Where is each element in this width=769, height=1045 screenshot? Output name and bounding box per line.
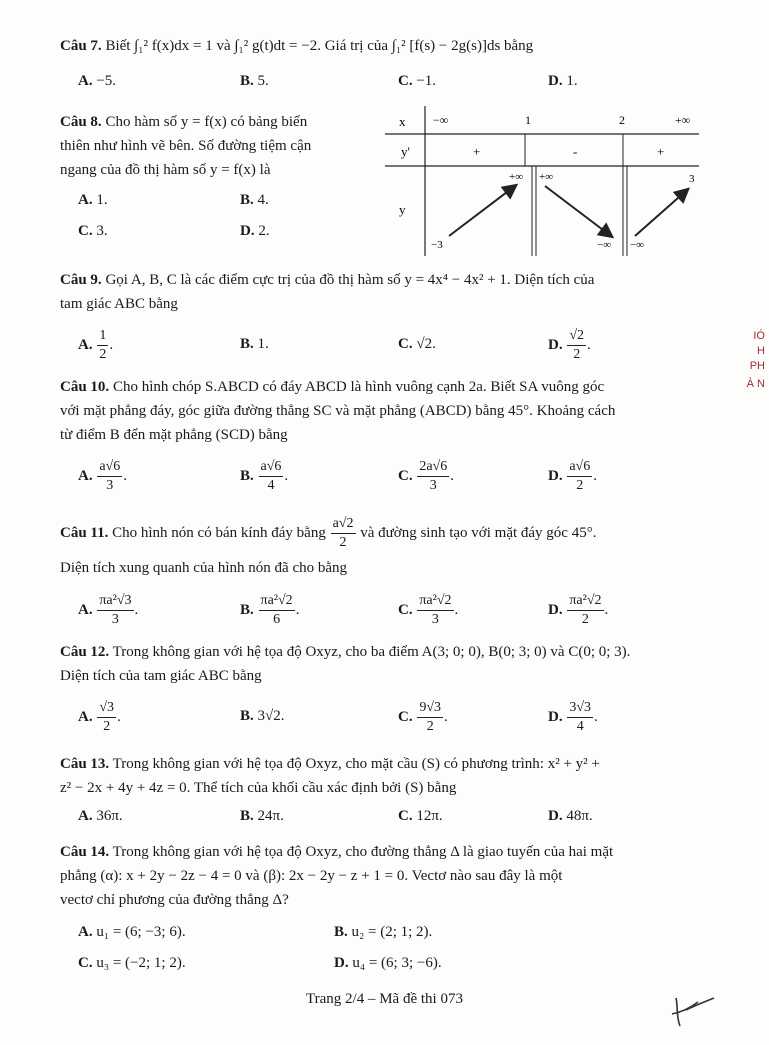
question-12-options <box>78 699 698 739</box>
question-label: Câu 13. <box>60 756 110 772</box>
x-label: x <box>399 114 406 129</box>
question-text-line: Diện tích xung quanh của hình nón đã cho bằng <box>60 560 348 576</box>
decrease-arrow <box>545 186 611 236</box>
question-14-options-row1 <box>78 924 478 952</box>
option-c[interactable]: C. $\frac{2a√6}{3}$ . <box>398 459 454 493</box>
variation-table <box>385 106 699 256</box>
option-a[interactable]: A. $\frac{√3}{2}$ . <box>78 700 121 734</box>
question-text: Trong không gian với hệ tọa độ Oxyz, cho ba điểm A(3; 0; 0), B(0; 3; 0) và C(0; 0; 3). <box>112 644 631 660</box>
question-text-line: z² − 2x + 4y + 4z = 0. Thể tích của khối cầu xác định bởi (S) bằng <box>60 780 457 796</box>
option-a[interactable]: A. u₁ = (6; −3; 6). <box>78 924 186 940</box>
edge-mark: IÓ <box>753 330 765 342</box>
y-label: y <box>399 202 406 217</box>
option-b[interactable]: B. $\frac{\text{πa²√2}}{6}$ . <box>240 593 300 627</box>
option-b[interactable]: B. $\frac{a√6}{4}$ . <box>240 459 289 493</box>
option-c[interactable]: C. u₃ = (−2; 1; 2). <box>78 955 186 971</box>
question-label: Câu 12. <box>60 644 110 660</box>
increase-arrow <box>449 186 515 236</box>
question-11-options <box>78 592 698 632</box>
y-value: +∞ <box>509 171 524 183</box>
question-text: Trong không gian với hệ tọa độ Oxyz, cho mặt cầu (S) có phương trình: x² + y² + <box>112 756 600 772</box>
question-text-line: Diện tích của tam giác ABC bằng <box>60 668 262 684</box>
option-c[interactable]: C. $\frac{\text{πa²√2}}{3}$ . <box>398 593 459 627</box>
question-14 <box>60 840 710 912</box>
y-value: +∞ <box>539 171 554 183</box>
question-7-options <box>78 73 698 101</box>
page-footer: Trang 2/4 – Mã đề thi 073 <box>306 991 463 1007</box>
option-b[interactable]: B. 5. <box>240 73 269 89</box>
option-d[interactable]: D. 1. <box>548 73 578 89</box>
option-b[interactable]: B. 1. <box>240 336 269 352</box>
option-a[interactable]: A. $\frac{\text{πa²√3}}{3}$ . <box>78 593 139 627</box>
option-b[interactable]: B. u₂ = (2; 1; 2). <box>334 924 433 940</box>
sign: - <box>573 144 578 159</box>
sign: + <box>657 144 665 159</box>
question-label: Câu 11. <box>60 524 109 541</box>
question-text-line: ngang của đồ thị hàm số y = f(x) là <box>60 162 271 178</box>
option-a[interactable]: A. $\frac{1}{2}$ . <box>78 328 114 362</box>
question-text: Gọi A, B, C là các điểm cực trị của đồ thị hàm số y = 4x⁴ − 4x² + 1. Diện tích của <box>105 272 595 288</box>
y-value: 3 <box>689 173 695 185</box>
option-a[interactable]: A. 1. <box>78 192 108 208</box>
question-text: Cho hình chóp S.ABCD có đáy ABCD là hình vuông cạnh 2a. Biết SA vuông góc <box>112 379 605 395</box>
question-text-line: từ điểm B đến mặt phẳng (SCD) bằng <box>60 427 288 443</box>
question-13 <box>60 752 710 800</box>
option-b[interactable]: B. 24π. <box>240 808 284 824</box>
question-text: Trong không gian với hệ tọa độ Oxyz, cho đường thẳng Δ là giao tuyến của hai mặt <box>112 844 614 860</box>
question-text: Cho hình nón có bán kính đáy bằng <box>112 524 326 541</box>
question-text-line: vectơ chỉ phương của đường thẳng Δ? <box>60 892 289 908</box>
x-value: −∞ <box>433 113 449 127</box>
question-10 <box>60 375 710 447</box>
question-13-options <box>78 808 698 836</box>
question-12 <box>60 640 710 688</box>
option-d[interactable]: D. $\frac{a√6}{2}$ . <box>548 459 597 493</box>
option-d[interactable]: D. u₄ = (6; 3; −6). <box>334 955 442 971</box>
option-b[interactable]: B. 3√2. <box>240 708 285 724</box>
question-text-line: thiên như hình vẽ bên. Số đường tiệm cận <box>60 138 312 154</box>
x-value: 1 <box>525 113 531 127</box>
question-text: và đường sinh tạo với mặt đáy góc 45°. <box>360 524 597 541</box>
option-a[interactable]: A. 36π. <box>78 808 123 824</box>
y-value: −3 <box>431 239 443 251</box>
question-text: Biết ∫₁² f(x)dx = 1 và ∫₁² g(t)dt = −2. Giá trị của ∫₁² [f(s) − 2g(s)]ds bằng <box>105 38 534 54</box>
option-d[interactable]: D. $\frac{√2}{2}$ . <box>548 328 591 362</box>
option-c[interactable]: C. √2. <box>398 336 436 352</box>
yprime-label: y' <box>401 144 410 159</box>
edge-mark: H <box>757 345 765 357</box>
question-11 <box>60 515 710 580</box>
question-text-line: phẳng (α): x + 2y − 2z − 4 = 0 và (β): 2x − 2y − z + 1 = 0. Vectơ nào sau đây là một <box>60 868 563 884</box>
option-d[interactable]: D. $\frac{3√3}{4}$ . <box>548 700 598 734</box>
question-label: Câu 10. <box>60 379 110 395</box>
option-c[interactable]: C. $\frac{9√3}{2}$ . <box>398 700 448 734</box>
option-a[interactable]: A. $\frac{a√6}{3}$ . <box>78 459 127 493</box>
sign: + <box>473 144 481 159</box>
question-14-options-row2 <box>78 955 478 983</box>
option-a[interactable]: A. −5. <box>78 73 117 89</box>
option-d[interactable]: D. 2. <box>240 223 270 239</box>
question-9-options <box>78 327 698 367</box>
question-7 <box>60 34 710 58</box>
question-label: Câu 7. <box>60 38 102 54</box>
option-d[interactable]: D. $\frac{\text{πa²√2}}{2}$ . <box>548 593 609 627</box>
y-value: −∞ <box>630 239 645 251</box>
option-c[interactable]: C. 3. <box>78 223 108 239</box>
x-value: 2 <box>619 113 625 127</box>
question-8-options-row2 <box>78 223 338 251</box>
increase-arrow <box>635 190 687 236</box>
question-text-line: tam giác ABC bằng <box>60 296 178 312</box>
question-label: Câu 9. <box>60 272 102 288</box>
option-d[interactable]: D. 48π. <box>548 808 593 824</box>
question-8-options-row1 <box>78 192 338 220</box>
question-9 <box>60 268 710 316</box>
handwritten-signature-icon <box>668 992 718 1032</box>
radius-fraction: $\frac{a√2}{2}$ <box>332 516 354 550</box>
question-10-options <box>78 458 698 498</box>
question-8 <box>60 110 380 182</box>
question-label: Câu 14. <box>60 844 110 860</box>
question-text: Cho hàm số y = f(x) có bảng biến <box>105 114 308 130</box>
option-b[interactable]: B. 4. <box>240 192 269 208</box>
question-label: Câu 8. <box>60 114 102 130</box>
edge-mark: À N <box>746 378 765 390</box>
question-text-line: với mặt phẳng đáy, góc giữa đường thẳng SC và mặt phẳng (ABCD) bằng 45°. Khoảng cách <box>60 403 616 419</box>
y-value: −∞ <box>597 239 612 251</box>
option-c[interactable]: C. 12π. <box>398 808 443 824</box>
edge-mark: PH <box>749 360 765 372</box>
x-value: +∞ <box>675 113 691 127</box>
option-c[interactable]: C. −1. <box>398 73 437 89</box>
